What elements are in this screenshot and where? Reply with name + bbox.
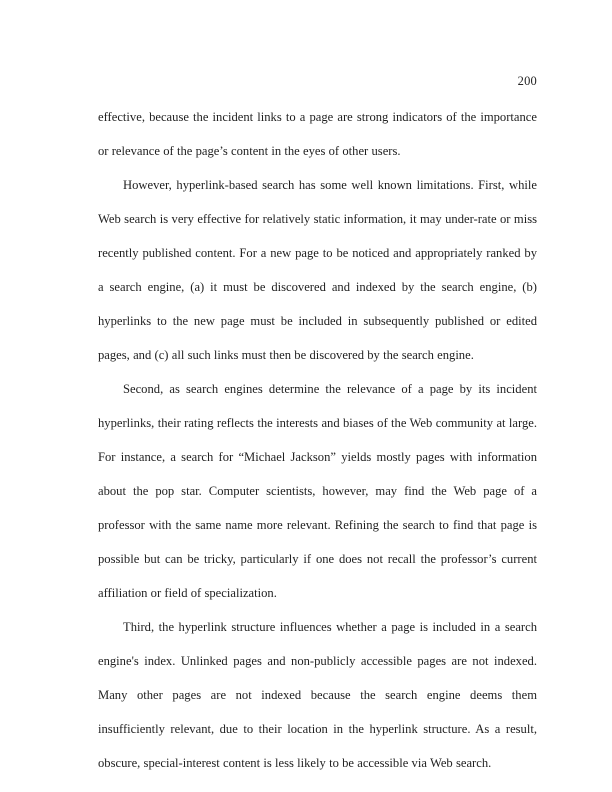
page-number: 200 [517,74,537,88]
paragraph-effective-because: effective, because the incident links to a page are strong indicators of the importance or relevance of the page’s content in the eyes of other users. [98,110,537,158]
paragraph-third-hyperlink-structure: Third, the hyperlink structure influences whether a page is included in a search engine's index. Unlinked pages and non-publicly accessible pages are not indexed. Many other pages are not indexed because the search engine deems them insufficiently relevant, due to their location in the hyperlink structure. As a result, obscure, special-interest content is less likely to be accessible via Web search. [98,620,537,770]
body-text-block [98,100,537,780]
paragraph-second-search-engines: Second, as search engines determine the relevance of a page by its incident hyperlinks, their rating reflects the interests and biases of the Web community at large. For instance, a search for “Michael Jackson” yields mostly pages with information about the pop star. Computer scientists, however, may find the Web page of a professor with the same name more relevant. Refining the search to find that page is possible but can be tricky, particularly if one does not recall the professor’s current affiliation or field of specialization. [98,382,537,600]
paragraph-however-hyperlink-based: However, hyperlink-based search has some well known limitations. First, while Web search is very effective for relatively static information, it may under-rate or miss recently published content. For a new page to be noticed and appropriately ranked by a search engine, (a) it must be discovered and indexed by the search engine, (b) hyperlinks to the new page must be included in subsequently published or edited pages, and (c) all such links must then be discovered by the search engine. [98,178,537,362]
